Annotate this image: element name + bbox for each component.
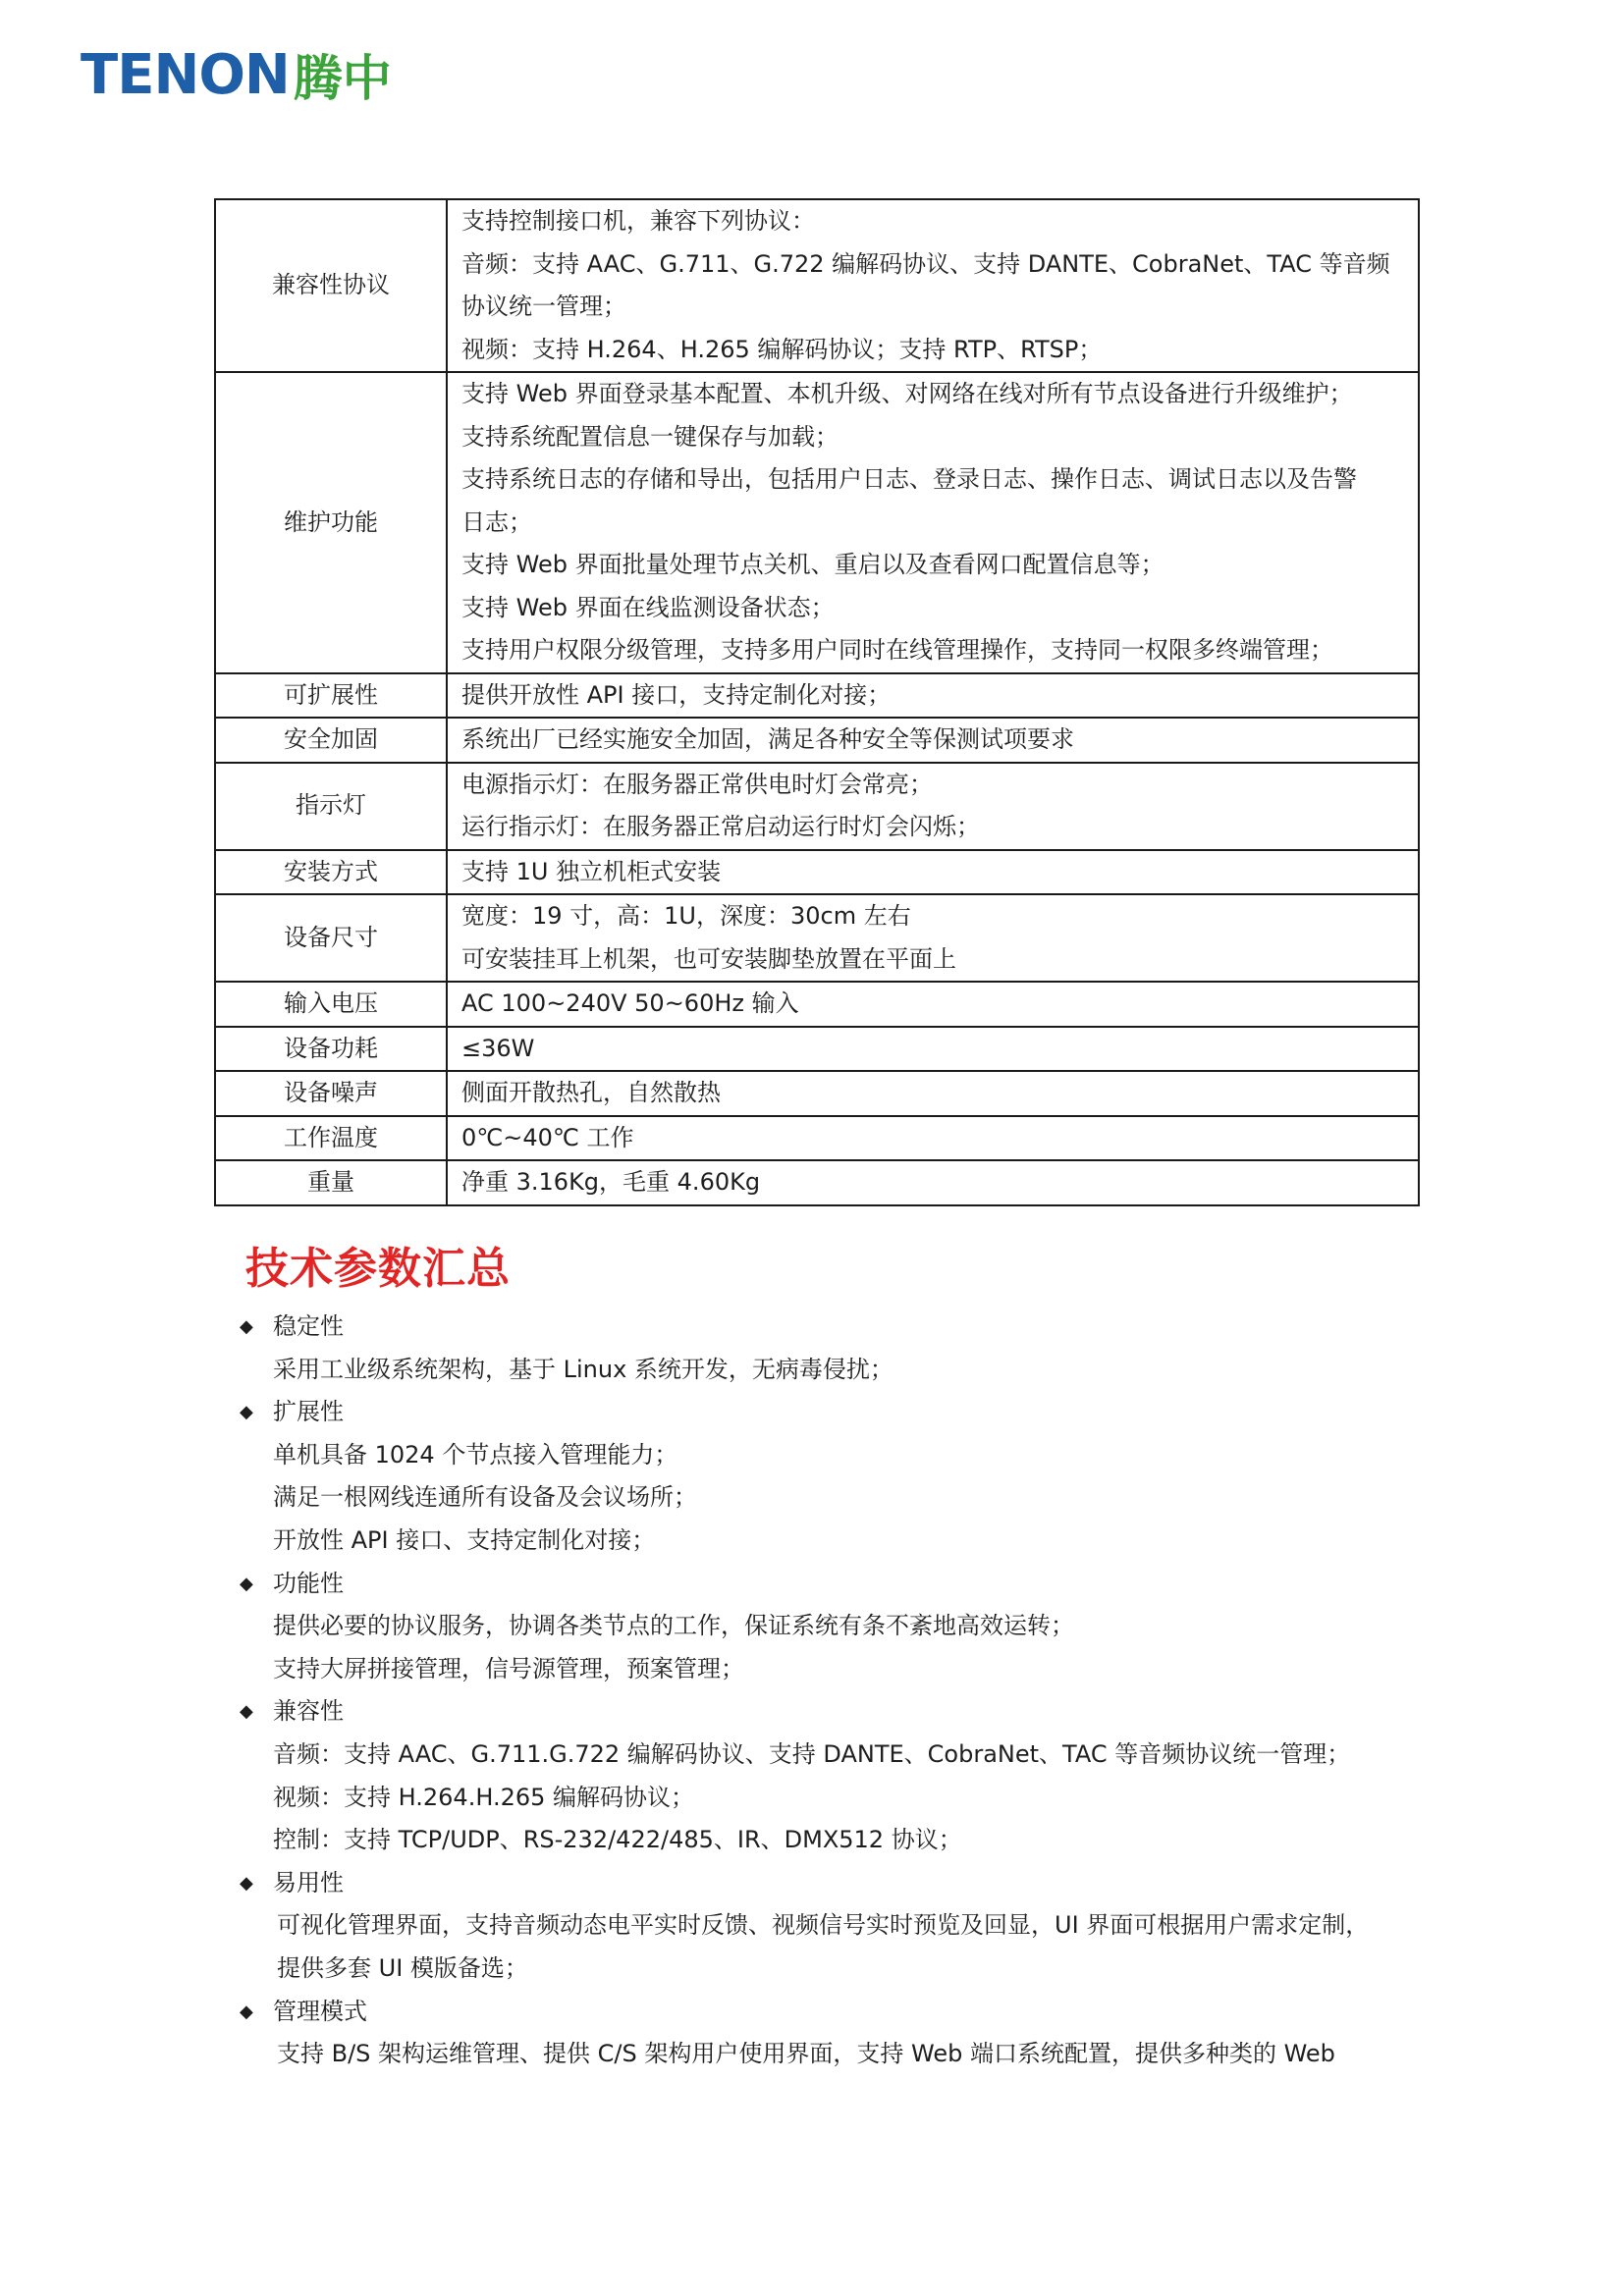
spec-label: 输入电压 (215, 982, 447, 1027)
spec-value (447, 1027, 1419, 1072)
table-row (215, 1071, 1419, 1116)
spec-label: 重量 (215, 1160, 447, 1205)
spec-value-line: 支持用户权限分级管理，支持多用户同时在线管理操作，支持同一权限多终端管理； (461, 636, 1333, 664)
spec-value (447, 372, 1419, 673)
table-row (215, 894, 1419, 982)
spec-value (447, 763, 1419, 850)
table-row (215, 1027, 1419, 1072)
company-logo (81, 39, 392, 110)
spec-value (447, 1116, 1419, 1161)
spec-value-line: 支持 1U 独立机柜式安装 (461, 857, 722, 885)
bullet-diamond-icon: ◆ (240, 1701, 253, 1723)
summary-line: 提供多套 UI 模版备选； (277, 1953, 528, 1982)
spec-value-line: 支持 Web 界面登录基本配置、本机升级、对网络在线对所有节点设备进行升级维护； (461, 380, 1353, 407)
spec-value-line: 0℃~40℃ 工作 (461, 1123, 634, 1151)
bullet-diamond-icon: ◆ (240, 1872, 253, 1894)
table-row (215, 1116, 1419, 1161)
table-row (215, 982, 1419, 1027)
logo-text-en: TENON (81, 42, 290, 107)
spec-value-line: ≤36W (461, 1034, 535, 1062)
bullet-diamond-icon: ◆ (240, 2001, 253, 2022)
spec-value-line: 协议统一管理； (461, 293, 626, 320)
spec-value (447, 199, 1419, 372)
summary-heading (240, 1690, 1418, 1734)
spec-value (447, 1160, 1419, 1205)
spec-value-line: 宽度：19 寸，高：1U，深度：30cm 左右 (461, 902, 911, 930)
spec-label: 工作温度 (215, 1116, 447, 1161)
logo-text-cn: 腾中 (293, 50, 392, 107)
summary-line: 单机具备 1024 个节点接入管理能力； (273, 1440, 678, 1468)
summary-item (240, 1563, 1418, 1691)
spec-label: 指示灯 (215, 763, 447, 850)
spec-value-line: 音频：支持 AAC、G.711、G.722 编解码协议、支持 DANTE、CobraNet、TAC 等音频 (461, 249, 1390, 278)
spec-value-line: 支持 Web 界面在线监测设备状态； (461, 593, 835, 621)
spec-value-line: 支持 Web 界面批量处理节点关机、重启以及查看网口配置信息等； (461, 551, 1164, 578)
spec-value-line: 提供开放性 API 接口，支持定制化对接； (461, 680, 892, 709)
spec-label: 安全加固 (215, 718, 447, 763)
summary-list (240, 1306, 1418, 2076)
spec-label: 设备尺寸 (215, 894, 447, 982)
spec-value (447, 718, 1419, 763)
summary-item (240, 1306, 1418, 1391)
spec-table (214, 198, 1420, 1206)
spec-value-line: 净重 3.16Kg，毛重 4.60Kg (461, 1168, 761, 1196)
table-row (215, 199, 1419, 372)
summary-item (240, 1862, 1418, 1991)
summary-heading-text: 功能性 (273, 1569, 344, 1597)
spec-label: 设备功耗 (215, 1027, 447, 1072)
summary-heading-text: 管理模式 (273, 1997, 367, 2025)
summary-line: 提供必要的协议服务，协调各类节点的工作，保证系统有条不紊地高效运转； (273, 1612, 1074, 1640)
bullet-diamond-icon: ◆ (240, 1402, 253, 1423)
summary-line: 支持 B/S 架构运维管理、提供 C/S 架构用户使用界面，支持 Web 端口系统配置，提供多种类的 Web (277, 2040, 1335, 2068)
table-row (215, 718, 1419, 763)
summary-heading (240, 1563, 1418, 1606)
table-row (215, 763, 1419, 850)
summary-item (240, 1690, 1418, 1861)
spec-value-line: 可安装挂耳上机架，也可安装脚垫放置在平面上 (461, 944, 956, 973)
summary-heading (240, 1991, 1418, 2034)
summary-heading (240, 1306, 1418, 1349)
spec-label: 可扩展性 (215, 673, 447, 719)
summary-heading (240, 1862, 1418, 1905)
summary-heading-text: 易用性 (273, 1868, 344, 1896)
bullet-diamond-icon: ◆ (240, 1573, 253, 1594)
spec-label: 兼容性协议 (215, 199, 447, 372)
spec-value-line: 支持系统配置信息一键保存与加载； (461, 422, 839, 451)
summary-heading-text: 扩展性 (273, 1398, 344, 1426)
summary-line: 控制：支持 TCP/UDP、RS-232/422/485、IR、DMX512 协议； (273, 1826, 962, 1854)
spec-label: 安装方式 (215, 850, 447, 895)
spec-label: 设备噪声 (215, 1071, 447, 1116)
table-row (215, 850, 1419, 895)
summary-line: 开放性 API 接口、支持定制化对接； (273, 1525, 656, 1554)
summary-item (240, 1391, 1418, 1562)
spec-value-line: 系统出厂已经实施安全加固，满足各种安全等保测试项要求 (461, 725, 1074, 753)
spec-value (447, 673, 1419, 719)
summary-heading-text: 兼容性 (273, 1697, 344, 1726)
spec-value (447, 982, 1419, 1027)
summary-line: 采用工业级系统架构，基于 Linux 系统开发，无病毒侵扰； (273, 1355, 893, 1383)
table-row (215, 1160, 1419, 1205)
spec-label: 维护功能 (215, 372, 447, 673)
spec-value-line: 电源指示灯：在服务器正常供电时灯会常亮； (461, 770, 933, 798)
summary-line: 可视化管理界面，支持音频动态电平实时反馈、视频信号实时预览及回显，UI 界面可根据用户需求定制， (277, 1911, 1370, 1940)
spec-value-line: 运行指示灯：在服务器正常启动运行时灯会闪烁； (461, 813, 980, 840)
spec-value (447, 1071, 1419, 1116)
summary-line: 满足一根网线连通所有设备及会议场所； (273, 1483, 697, 1512)
spec-value (447, 850, 1419, 895)
table-row (215, 673, 1419, 719)
summary-line: 视频：支持 H.264.H.265 编解码协议； (273, 1783, 695, 1811)
summary-heading (240, 1391, 1418, 1434)
spec-value-line: 侧面开散热孔，自然散热 (461, 1079, 721, 1106)
spec-value-line: 支持系统日志的存储和导出，包括用户日志、登录日志、操作日志、调试日志以及告警 (461, 465, 1357, 493)
spec-value (447, 894, 1419, 982)
summary-heading-text: 稳定性 (273, 1312, 344, 1340)
section-title: 技术参数汇总 (245, 1244, 511, 1294)
spec-value-line: 支持控制接口机，兼容下列协议： (461, 207, 815, 235)
spec-value-line: 日志； (461, 507, 532, 536)
summary-item (240, 1991, 1418, 2076)
spec-value-line: 视频：支持 H.264、H.265 编解码协议；支持 RTP、RTSP； (461, 335, 1103, 363)
summary-line: 支持大屏拼接管理，信号源管理，预案管理； (273, 1654, 744, 1682)
bullet-diamond-icon: ◆ (240, 1316, 253, 1337)
summary-line: 音频：支持 AAC、G.711.G.722 编解码协议、支持 DANTE、CobraNet、TAC 等音频协议统一管理； (273, 1739, 1351, 1768)
table-row (215, 372, 1419, 673)
spec-value-line: AC 100~240V 50~60Hz 输入 (461, 989, 799, 1017)
